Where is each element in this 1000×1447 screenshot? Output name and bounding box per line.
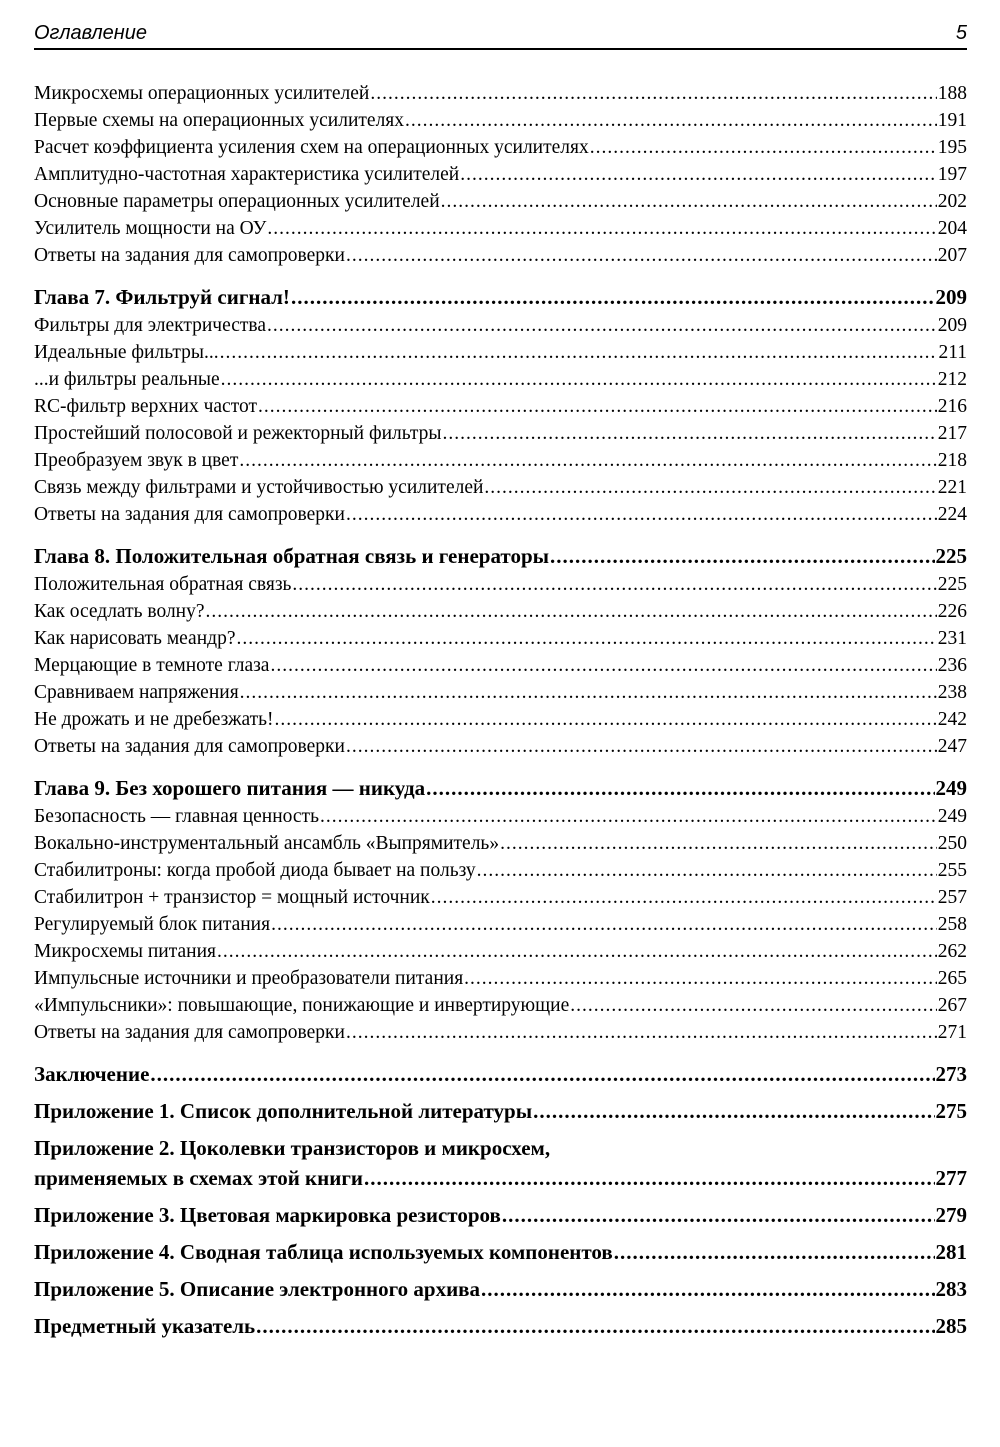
toc-entry[interactable]: Не дрожать и не дребезжать! ..... 242	[34, 706, 967, 733]
toc-entry[interactable]: Как нарисовать меандр? ..... 231	[34, 625, 967, 652]
toc-entry[interactable]: Сравниваем напряжения ..... 238	[34, 679, 967, 706]
toc-entry[interactable]: ...и фильтры реальные ..... 212	[34, 366, 967, 393]
toc-appendix-2-line1: Приложение 2. Цоколевки транзисторов и микросхем,	[34, 1136, 551, 1160]
toc-entry[interactable]: Фильтры для электричества ..... 209	[34, 312, 967, 339]
toc-conclusion[interactable]: Заключение ..... 273	[34, 1059, 967, 1089]
toc-entry[interactable]: Ответы на задания для самопроверки ..... 271	[34, 1019, 967, 1046]
toc-chapter-heading[interactable]: Глава 8. Положительная обратная связь и генераторы ..... 225	[34, 541, 967, 571]
toc-entry[interactable]: Мерцающие в темноте глаза ..... 236	[34, 652, 967, 679]
toc-chapter-9	[34, 773, 967, 1046]
toc-chapter-heading[interactable]: Глава 9. Без хорошего питания — никуда ..... 249	[34, 773, 967, 803]
toc-entry[interactable]: Ответы на задания для самопроверки ..... 247	[34, 733, 967, 760]
toc-entry[interactable]: Микросхемы операционных усилителей ..... 188	[34, 80, 967, 107]
toc-appendix-1[interactable]: Приложение 1. Список дополнительной литературы ..... 275	[34, 1096, 967, 1126]
toc-entry[interactable]: Микросхемы питания ..... 262	[34, 938, 967, 965]
toc-entry[interactable]: Регулируемый блок питания ..... 258	[34, 911, 967, 938]
toc-back-matter	[34, 1059, 967, 1341]
toc-appendix-2[interactable]	[34, 1133, 967, 1193]
toc-entry[interactable]: Расчет коэффициента усиления схем на операционных усилителях ..... 195	[34, 134, 967, 161]
toc-entry[interactable]: Как оседлать волну? ..... 226	[34, 598, 967, 625]
toc-entry[interactable]: Вокально-инструментальный ансамбль «Выпрямитель» ..... 250	[34, 830, 967, 857]
toc-entry[interactable]: Основные параметры операционных усилителей ..... 202	[34, 188, 967, 215]
toc-appendix-2-page: 277	[935, 1166, 967, 1190]
toc-appendix-2-line2: применяемых в схемах этой книги	[34, 1166, 363, 1190]
toc-entry[interactable]: Ответы на задания для самопроверки ..... 224	[34, 501, 967, 528]
toc-chapter-8	[34, 541, 967, 760]
toc-entry[interactable]: Усилитель мощности на ОУ ..... 204	[34, 215, 967, 242]
toc-entry[interactable]: Амплитудно-частотная характеристика усилителей ..... 197	[34, 161, 967, 188]
table-of-contents	[34, 80, 967, 1341]
toc-entry[interactable]: Простейший полосовой и режекторный фильтры ..... 217	[34, 420, 967, 447]
toc-entry[interactable]: RC-фильтр верхних частот ..... 216	[34, 393, 967, 420]
toc-entry[interactable]: Положительная обратная связь ..... 225	[34, 571, 967, 598]
toc-top-sections	[34, 80, 967, 269]
toc-appendix-4[interactable]: Приложение 4. Сводная таблица используемых компонентов ..... 281	[34, 1237, 967, 1267]
toc-entry[interactable]: Связь между фильтрами и устойчивостью усилителей ..... 221	[34, 474, 967, 501]
header-title: Оглавление	[34, 22, 148, 44]
toc-entry[interactable]: Стабилитрон + транзистор = мощный источник ..... 257	[34, 884, 967, 911]
toc-appendix-3[interactable]: Приложение 3. Цветовая маркировка резисторов ..... 279	[34, 1200, 967, 1230]
toc-entry[interactable]: Стабилитроны: когда пробой диода бывает на пользу ..... 255	[34, 857, 967, 884]
toc-appendix-5[interactable]: Приложение 5. Описание электронного архива ..... 283	[34, 1274, 967, 1304]
toc-chapter-heading[interactable]: Глава 7. Фильтруй сигнал! ..... 209	[34, 282, 967, 312]
header-page-number: 5	[955, 22, 967, 44]
toc-entry[interactable]: Ответы на задания для самопроверки ..... 207	[34, 242, 967, 269]
toc-entry[interactable]: Безопасность — главная ценность ..... 249	[34, 803, 967, 830]
toc-entry[interactable]: Импульсные источники и преобразователи питания ..... 265	[34, 965, 967, 992]
toc-entry[interactable]: «Импульсники»: повышающие, понижающие и инвертирующие ..... 267	[34, 992, 967, 1019]
toc-chapter-7	[34, 282, 967, 528]
toc-index[interactable]: Предметный указатель ..... 285	[34, 1311, 967, 1341]
running-header	[34, 20, 967, 50]
toc-entry[interactable]: Первые схемы на операционных усилителях ..... 191	[34, 107, 967, 134]
toc-entry[interactable]: Идеальные фильтры... ..... 211	[34, 339, 967, 366]
toc-entry[interactable]: Преобразуем звук в цвет ..... 218	[34, 447, 967, 474]
